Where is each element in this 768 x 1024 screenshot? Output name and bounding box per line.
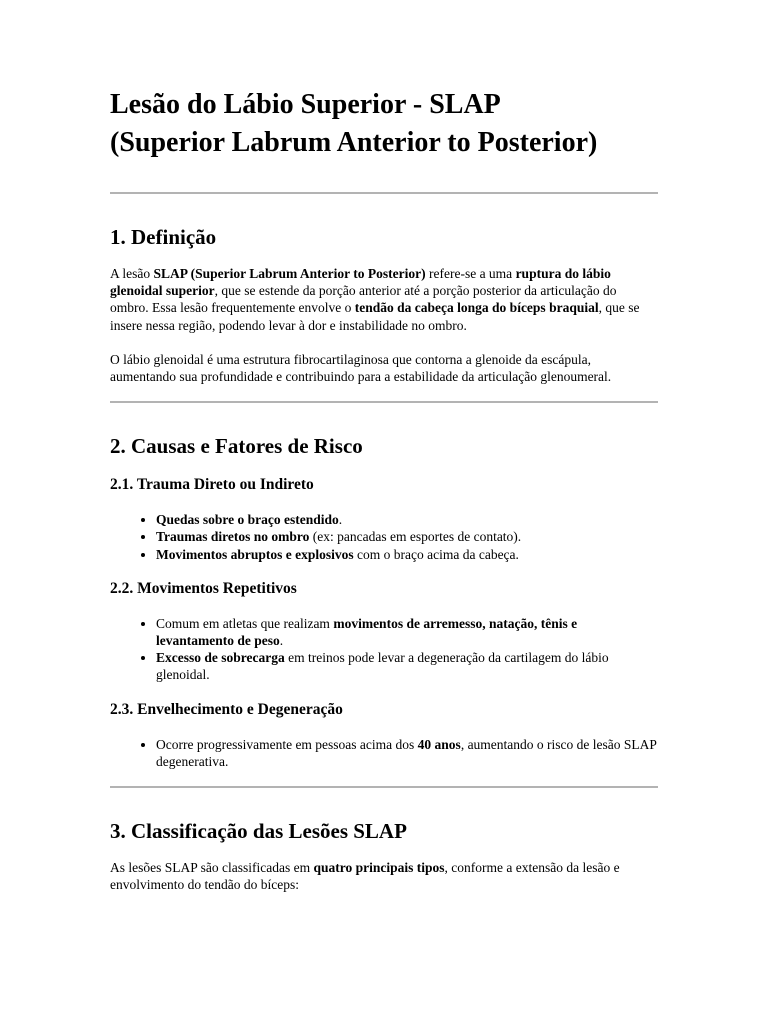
envelhecimento-list — [110, 736, 658, 770]
divider — [110, 786, 658, 788]
bold-text: Quedas sobre o braço estendido — [156, 512, 339, 528]
text-run: , conforme a extensão da lesão e envolvimento do tendão do bíceps: — [110, 860, 620, 893]
bold-text: SLAP (Superior Labrum Anterior to Posterior) — [153, 266, 426, 281]
title-line-2: (Superior Labrum Anterior to Posterior) — [110, 127, 598, 158]
text-run: As lesões SLAP são classificadas em — [110, 860, 314, 876]
labrum-description-paragraph: O lábio glenoidal é uma estrutura fibrocartilaginosa que contorna a glenoide da escápula, aumentando sua profundidade e contribuindo para a estabilidade da articulação glenoumeral. — [110, 351, 612, 385]
divider — [110, 401, 658, 403]
text-run: , aumentando o risco de lesão SLAP degenerativa. — [156, 736, 657, 769]
bold-text: quatro principais tipos — [313, 860, 445, 876]
bold-text: Movimentos abruptos e explosivos — [156, 546, 354, 562]
list-item — [156, 736, 658, 770]
trauma-list — [110, 511, 658, 563]
text-run: Comum em atletas que realizam — [156, 615, 334, 631]
bold-text: Excesso de sobrecarga — [156, 650, 285, 666]
movimentos-list — [110, 615, 658, 684]
definition-paragraph — [110, 265, 658, 334]
list-item — [156, 615, 658, 649]
section-heading-causas: 2. Causas e Fatores de Risco — [110, 434, 363, 459]
list-item — [156, 649, 658, 683]
bold-text: ruptura do lábio glenoidal superior — [110, 266, 611, 299]
title-line-1: Lesão do Lábio Superior - SLAP — [110, 89, 501, 120]
text-run: , que se estende da porção anterior até a porção posterior da articulação do ombro. Essa lesão frequentemente envolve o — [110, 283, 617, 316]
subsection-heading-movimentos: 2.2. Movimentos Repetitivos — [110, 579, 297, 597]
subsection-heading-trauma: 2.1. Trauma Direto ou Indireto — [110, 476, 314, 494]
subsection-heading-envelhecimento: 2.3. Envelhecimento e Degeneração — [110, 700, 343, 718]
text-run: . — [279, 633, 284, 649]
text-run: , que se insere nessa região, podendo levar à dor e instabilidade no ombro. — [110, 300, 640, 333]
bold-text: movimentos de arremesso, natação, tênis e levantamento de peso — [156, 615, 578, 649]
list-item — [156, 546, 658, 563]
list-item — [156, 511, 658, 528]
bold-text: Traumas diretos no ombro — [156, 529, 310, 545]
text-run: refere-se a uma — [425, 266, 516, 281]
text-run: A lesão — [110, 266, 154, 281]
bold-text: tendão da cabeça longa do bíceps braquial — [354, 300, 599, 316]
classification-intro-paragraph — [110, 859, 658, 893]
bold-text: 40 anos — [417, 736, 461, 752]
text-run: em treinos pode levar a degeneração da cartilagem do lábio glenoidal. — [156, 650, 609, 683]
document-title — [110, 86, 658, 162]
text-run: . — [338, 512, 343, 528]
text-run: (ex: pancadas em esportes de contato). — [309, 529, 522, 545]
text-run: Ocorre progressivamente em pessoas acima dos — [156, 736, 418, 752]
divider — [110, 192, 658, 194]
list-item — [156, 528, 658, 545]
text-run: com o braço acima da cabeça. — [353, 546, 519, 562]
section-heading-classificacao: 3. Classificação das Lesões SLAP — [110, 819, 407, 844]
section-heading-definicao: 1. Definição — [110, 225, 217, 249]
